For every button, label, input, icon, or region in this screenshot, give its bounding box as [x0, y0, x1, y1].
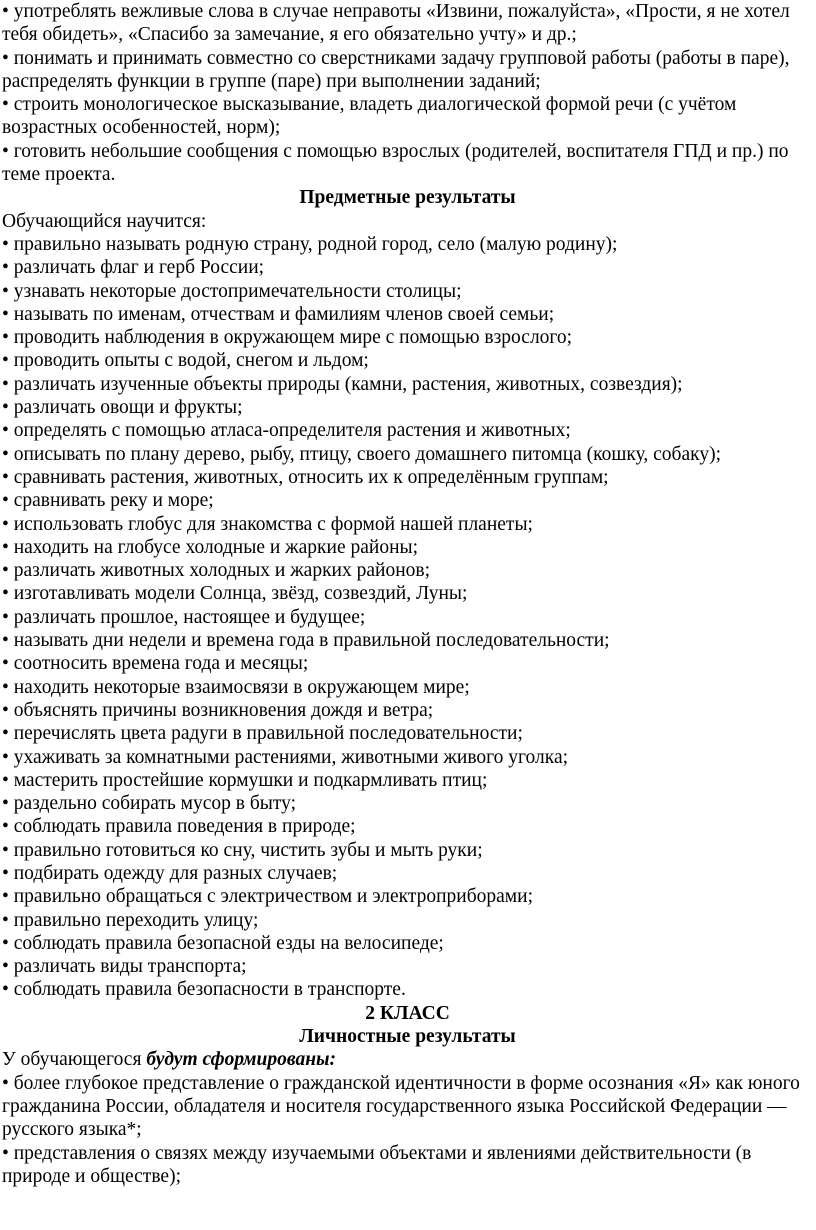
- list-item: • перечислять цвета радуги в правильной последовательности;: [2, 723, 523, 745]
- paragraph-monologue: • строить монологическое высказывание, владеть диалогической формой речи (с учётом возрастных особенностей, норм);: [2, 94, 737, 139]
- list-item: • правильно готовиться ко сну, чистить зубы и мыть руки;: [2, 839, 483, 861]
- list-item: • находить некоторые взаимосвязи в окружающем мире;: [2, 676, 470, 698]
- list-item: • описывать по плану дерево, рыбу, птицу, своего домашнего питомца (кошку, собаку);: [2, 443, 721, 465]
- list-item: • изготавливать модели Солнца, звёзд, созвездий, Луны;: [2, 583, 468, 605]
- list-item: • называть по именам, отчествам и фамилиям членов своей семьи;: [2, 303, 555, 325]
- list-item: • правильно называть родную страну, родной город, село (малую родину);: [2, 233, 618, 255]
- personal-intro-plain: У обучающегося: [2, 1049, 147, 1071]
- list-item: • различать изученные объекты природы (камни, растения, животных, созвездия);: [2, 373, 683, 395]
- list-item: • соблюдать правила безопасной езды на велосипеде;: [2, 932, 444, 954]
- paragraph-polite-words: • употреблять вежливые слова в случае неправоты «Извини, пожалуйста», «Прости, я не хотел тебя обидеть», «Спасибо за замечание, я его обязательно учту» и др.;: [2, 1, 790, 46]
- list-item: • подбирать одежду для разных случаев;: [2, 862, 338, 884]
- list-item: • различать овощи и фрукты;: [2, 397, 243, 419]
- list-item: • различать прошлое, настоящее и будущее;: [2, 606, 366, 628]
- personal-intro-emphasis: будут сформированы:: [146, 1049, 337, 1071]
- list-item: • находить на глобусе холодные и жаркие районы;: [2, 536, 419, 558]
- heading-subject-results: Предметные результаты: [299, 187, 516, 209]
- list-item: • мастерить простейшие кормушки и подкармливать птиц;: [2, 769, 488, 791]
- list-item: • проводить опыты с водой, снегом и льдом;: [2, 350, 369, 372]
- heading-grade: 2 КЛАСС: [365, 1002, 450, 1024]
- list-item: • сравнивать растения, животных, относить их к определённым группам;: [2, 466, 609, 488]
- list-item: • представления о связях между изучаемыми объектами и явлениями действительности (в природе и обществе);: [2, 1142, 752, 1187]
- subject-results-list: [2, 233, 813, 1002]
- paragraph-group-work: • понимать и принимать совместно со сверстниками задачу групповой работы (работы в паре), распределять функции в группе (паре) при выполнении заданий;: [2, 47, 790, 92]
- list-item: • использовать глобус для знакомства с формой нашей планеты;: [2, 513, 533, 535]
- list-item: • проводить наблюдения в окружающем мире с помощью взрослого;: [2, 327, 573, 349]
- list-item: • различать виды транспорта;: [2, 956, 247, 978]
- list-item: • правильно обращаться с электричеством и электроприборами;: [2, 886, 533, 908]
- list-item: • соблюдать правила поведения в природе;: [2, 816, 356, 838]
- heading-personal-results: Личностные результаты: [299, 1026, 516, 1048]
- personal-intro: [2, 1048, 813, 1071]
- list-item: • объяснять причины возникновения дождя и ветра;: [2, 699, 434, 721]
- list-item: • соотносить времена года и месяцы;: [2, 653, 309, 675]
- list-item: • узнавать некоторые достопримечательности столицы;: [2, 280, 462, 302]
- list-item: • различать животных холодных и жарких районов;: [2, 560, 431, 582]
- list-item: • называть дни недели и времена года в правильной последовательности;: [2, 630, 610, 652]
- list-item: • более глубокое представление о гражданской идентичности в форме осознания «Я» как юного гражданина России, обладателя и носителя государственного языка Российской Федерации — русского языка*;: [2, 1072, 800, 1141]
- list-item: • правильно переходить улицу;: [2, 909, 259, 931]
- list-item: • соблюдать правила безопасности в транспорте.: [2, 979, 406, 1001]
- paragraph-reports: • готовить небольшие сообщения с помощью взрослых (родителей, воспитателя ГПД и пр.) по теме проекта.: [2, 140, 789, 186]
- learner-intro: Обучающийся научится:: [2, 210, 207, 232]
- list-item: • ухаживать за комнатными растениями, животными живого уголка;: [2, 746, 569, 768]
- list-item: • определять с помощью атласа-определителя растения и животных;: [2, 420, 571, 442]
- list-item: • различать флаг и герб России;: [2, 257, 265, 279]
- list-item: • сравнивать реку и море;: [2, 490, 214, 512]
- list-item: • раздельно собирать мусор в быту;: [2, 793, 297, 815]
